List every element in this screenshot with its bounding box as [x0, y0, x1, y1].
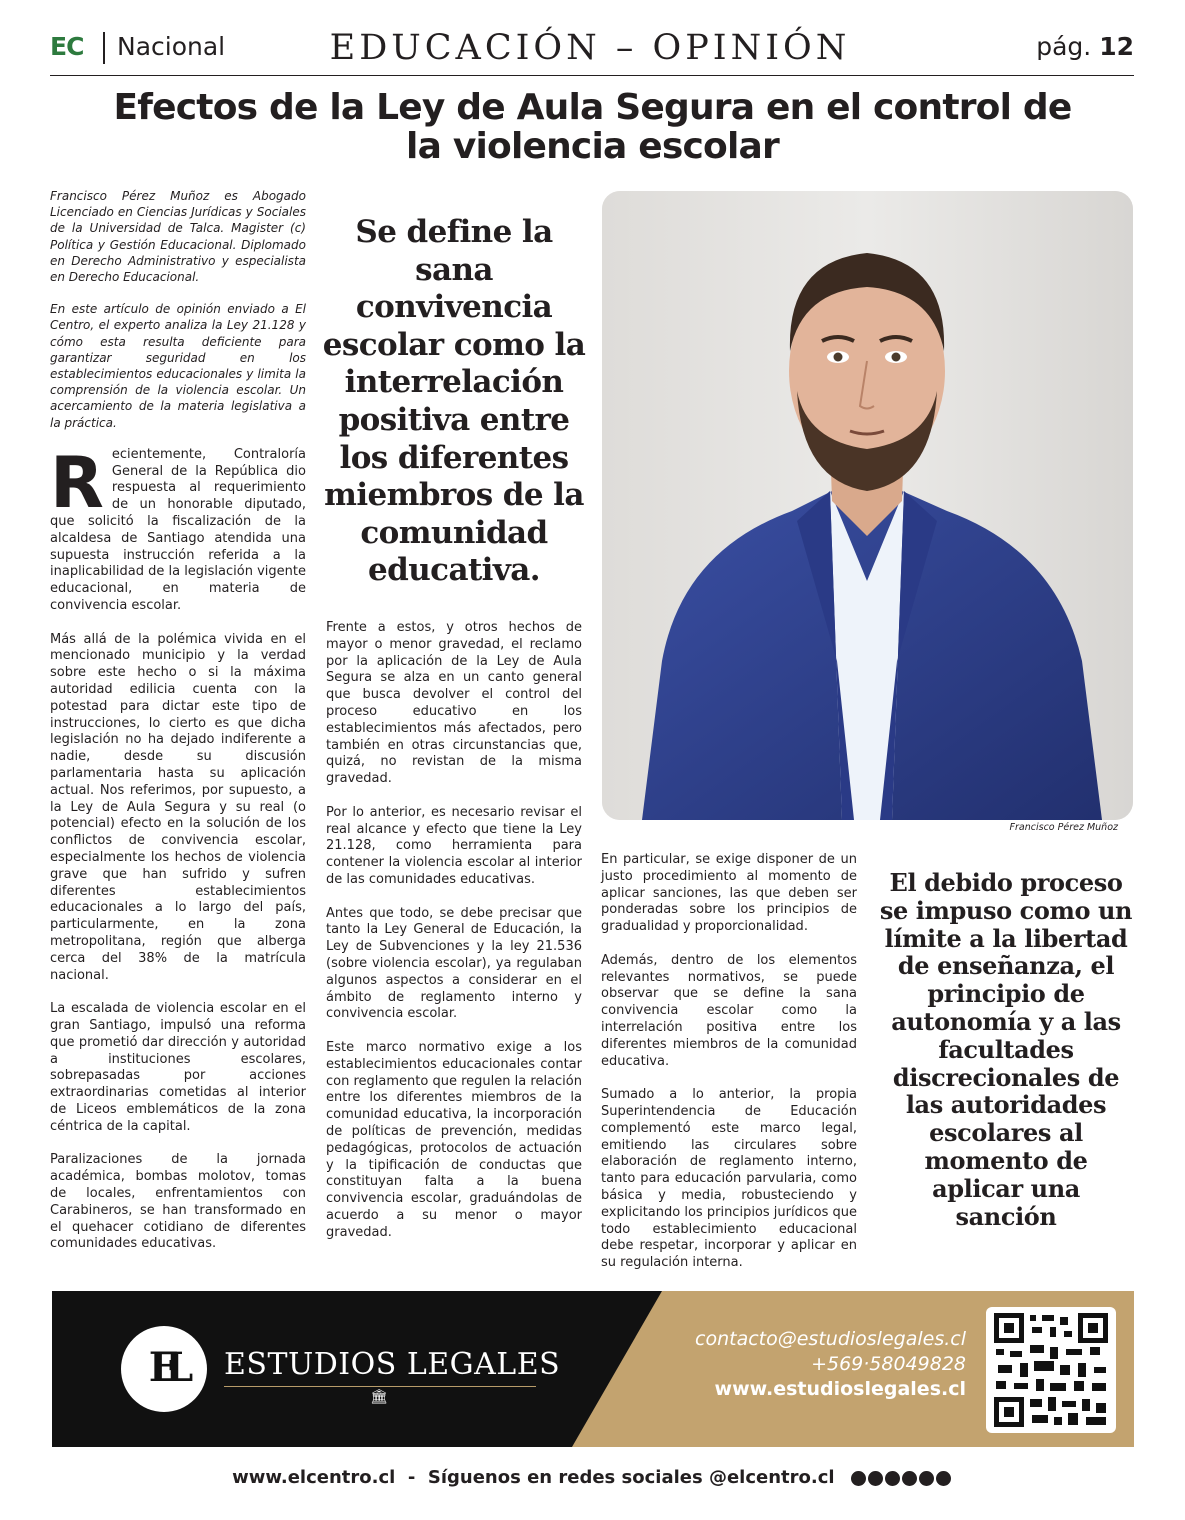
column-3: [601, 852, 857, 1289]
photo-caption: Francisco Pérez Muñoz: [1009, 822, 1118, 833]
author-bio: Francisco Pérez Muñoz es Abogado Licenciado en Ciencias Jurídicas y Sociales de la Universidad de Talca. Magister (c) Política y Gestión Educacional. Diplomado en Derecho Administrativo y especialista en Derecho Educacional.: [50, 189, 306, 285]
page-number: [1036, 32, 1134, 61]
drop-cap: R: [50, 441, 104, 524]
qr-code[interactable]: [986, 1307, 1116, 1433]
column-2: [326, 620, 582, 1258]
page-number-value: 12: [1099, 32, 1134, 61]
paragraph: Este marco normativo exige a los establecimientos educacionales contar con reglamento que regulen la relación entre los diferentes miembros de la comunidad educativa, la incorporación de políticas de prevención, medidas pedagógicas, protocolos de actuación y la tipificación de conductas que constituyan falta a la buena convivencia escolar, graduándolas de acuerdo a su menor o mayor gravedad.: [326, 1039, 582, 1240]
article-intro: [50, 188, 306, 431]
column-1: [50, 188, 306, 1270]
ad-email[interactable]: contacto@estudioslegales.cl: [695, 1328, 966, 1350]
page-header: [50, 28, 1134, 76]
article-summary: En este artículo de opinión enviado a El Centro, el experto analiza la Ley 21.128 y cómo esta resulta deficiente para garantizar seguridad en los establecimientos educacionales y limita la comprensión de la violencia escolar. Un acercamiento de la materia legislativa a la práctica.: [50, 302, 306, 430]
section-label: Nacional: [117, 32, 226, 61]
instagram-icon[interactable]: [868, 1471, 883, 1486]
paragraph: En particular, se exige disponer de un justo procedimiento al momento de aplicar sanciones, las que deben ser ponderadas sobre los principios de gradualidad y proporcionalidad.: [601, 852, 857, 935]
ad-website[interactable]: www.estudioslegales.cl: [714, 1378, 966, 1400]
bank-building-icon: 🏛: [370, 1389, 388, 1405]
ad-contact-block: [695, 1327, 966, 1402]
paragraph: Además, dentro de los elementos relevantes normativos, se puede observar que se define la sana convivencia escolar como la interrelación positiva entre los diferentes miembros de la comunidad educativa.: [601, 952, 857, 1069]
ad-dark-panel: [52, 1291, 1134, 1447]
paragraph: Más allá de la polémica vivida en el mencionado municipio y la verdad sobre este hecho o si la máxima autoridad edilicia cuenta con la potestad para dictar este tipo de instrucciones, lo cierto es que dicha legislación no ha dejado indiferente a nadie, desde su discusión parlamentaria hasta su aplicación actual. Nos referimos, por supuesto, a la Ley de Aula Segura y su real (o potencial) efecto en la solución de los conflictos de convivencia escolar, especialmente los hechos de violencia grave que han sufrido y sufren diferentes establecimientos educacionales a lo largo del país, particularmente, en la zona metropolitana, región que alberga cerca del 38% de la matrícula nacional.: [50, 631, 306, 983]
header-divider: [103, 32, 105, 64]
page-footer: [0, 1467, 1185, 1489]
tiktok-icon[interactable]: [936, 1471, 951, 1486]
ad-phone[interactable]: +569·58049828: [811, 1353, 966, 1375]
footer-site-link[interactable]: www.elcentro.cl: [232, 1467, 396, 1488]
spotify-icon[interactable]: [919, 1471, 934, 1486]
facebook-icon[interactable]: [851, 1471, 866, 1486]
advertisement-banner[interactable]: [52, 1291, 1134, 1447]
author-photo: [602, 191, 1133, 820]
ad-brand-name: ESTUDIOS LEGALES: [224, 1347, 561, 1382]
first-paragraph: [50, 441, 306, 615]
paragraph: Antes que todo, se debe precisar que tanto la Ley General de Educación, la Ley de Subvenciones y la ley 21.536 (sobre violencia escolar), ya regulaban algunos aspectos a considerar en el ámbito de reglamento interno y convivencia escolar.: [326, 905, 582, 1022]
el-centro-logo[interactable]: EC: [50, 32, 84, 61]
twitter-icon[interactable]: [902, 1471, 917, 1486]
footer-social-text: Síguenos en redes sociales @elcentro.cl: [427, 1467, 835, 1488]
social-icons: [851, 1468, 953, 1489]
pull-quote-1: Se define la sana convivencia escolar como la interrelación positiva entre los diferentes miembros de la comunidad educativa.: [322, 214, 586, 589]
article-title: Efectos de la Ley de Aula Segura en el control de la violencia escolar: [113, 87, 1072, 167]
first-paragraph-text: ecientemente, Contraloría General de la República dio respuesta al requerimiento de un honorable diputado, que solicitó la fiscalización de la alcaldesa de Santiago atendida una supuesta instrucción referida a la inaplicabilidad de la legislación vigente educacional, en materia de convivencia escolar.: [50, 446, 306, 614]
paragraph: Frente a estos, y otros hechos de mayor o menor gravedad, el reclamo por la aplicación de la Ley de Aula Segura se alza en un canto general que busca devolver el control del proceso educativo en los establecimientos más afectados, pero también en otras circunstancias que, quizá, no revistan de la misma gravedad.: [326, 620, 582, 787]
paragraph: Por lo anterior, es necesario revisar el real alcance y efecto que tiene la Ley 21.128, como herramienta para contener la violencia escolar al interior de las comunidades educativas.: [326, 804, 582, 887]
rubric-title: EDUCACIÓN – OPINIÓN: [329, 28, 851, 68]
portrait-illustration: [602, 191, 1133, 820]
paragraph: Paralizaciones de la jornada académica, bombas molotov, tomas de locales, enfrentamientos con Carabineros, se han transformado en el quehacer cotidiano de diferentes comunidades educativas.: [50, 1152, 306, 1252]
emblem-monogram: EL: [148, 1344, 180, 1391]
footer-separator: -: [407, 1467, 416, 1488]
paragraph: La escalada de violencia escolar en el gran Santiago, impulsó una reforma que prometió dar dirección y autoridad a instituciones escolares, sobrepasadas por acciones extraordinarias cometidas al interior de Liceos emblemáticos de la zona céntrica de la capital.: [50, 1001, 306, 1134]
pull-quote-2: El debido proceso se impuso como un límite a la libertad de enseñanza, el principio de autonomía y a las facultades discrecionales de las autoridades escolares al momento de aplicar una sanción: [879, 868, 1133, 1231]
ad-brand-rule: [224, 1386, 536, 1387]
paragraph: Sumado a lo anterior, la propia Superintendencia de Educación complementó este marco legal, emitiendo las circulares sobre elaboración de reglamento interno, tanto para educación parvularia, como básica y media, robusteciendo y explicitando los principios jurídicos que todo establecimiento educacional debe respetar, incorporar y aplicar en su regulación interna.: [601, 1087, 857, 1271]
qr-code-pattern: [994, 1313, 1108, 1427]
youtube-icon[interactable]: [885, 1471, 900, 1486]
estudios-legales-emblem: [121, 1326, 207, 1412]
page-prefix: pág.: [1036, 32, 1092, 61]
